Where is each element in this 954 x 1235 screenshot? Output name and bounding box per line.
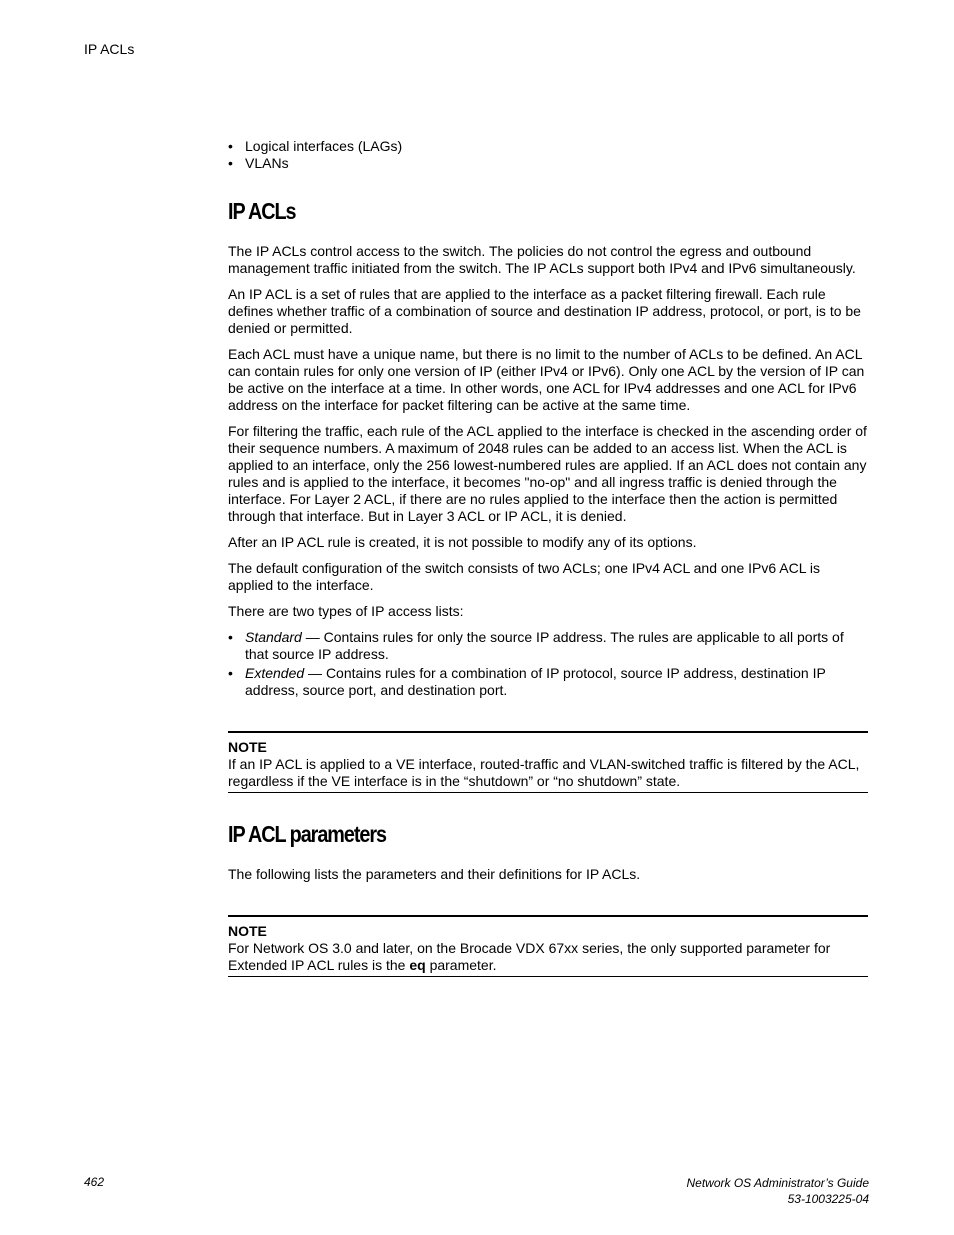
paragraph: The IP ACLs control access to the switch. The policies do not control the egress and outbound management traffic initiated from the switch. The IP ACLs support both IPv4 and IPv6 simultaneously. [228, 243, 856, 276]
paragraph: The default configuration of the switch consists of two ACLs; one IPv4 ACL and one IPv6 ACL is applied to the interface. [228, 560, 820, 593]
definition: — Contains rules for a combination of IP protocol, source IP address, destination IP address, source port, and destination port. [245, 665, 826, 698]
term: Standard [245, 629, 302, 645]
paragraph: There are two types of IP access lists: [228, 603, 464, 619]
intro-list [228, 138, 868, 172]
page-number: 462 [84, 1175, 105, 1189]
running-header: IP ACLs [84, 41, 135, 57]
section-heading-ip-acl-parameters: IP ACL parameters [228, 821, 386, 847]
list-item [228, 629, 868, 663]
definition: — Contains rules for only the source IP address. The rules are applicable to all ports of that source IP address. [245, 629, 844, 662]
note-text-part: For Network OS 3.0 and later, on the Brocade VDX 67xx series, the only supported parameter for Extended IP ACL rules is the [228, 940, 831, 973]
list-item: • Logical interfaces (LAGs) [228, 138, 868, 155]
section-heading-ip-acls: IP ACLs [228, 198, 296, 224]
acl-types-list [228, 629, 868, 699]
doc-number: 53-1003225-04 [787, 1192, 869, 1206]
note-text-part: parameter. [425, 957, 497, 973]
note-label: NOTE [228, 739, 267, 755]
paragraph: Each ACL must have a unique name, but there is no limit to the number of ACLs to be defined. An ACL can contain rules for only one version of IP (either IPv4 or IPv6). Only one ACL by the version of IP can be active on the interface at a time. In other words, one ACL for IPv4 addresses and one ACL for IPv6 address on the interface for packet filtering can be active at the same time. [228, 346, 865, 413]
doc-title: Network OS Administrator’s Guide [686, 1176, 869, 1190]
page-content [228, 138, 868, 977]
paragraph: The following lists the parameters and their definitions for IP ACLs. [228, 866, 641, 882]
footer-doc-info [686, 1175, 869, 1207]
list-item [228, 665, 868, 699]
note-label: NOTE [228, 923, 267, 939]
note-text: If an IP ACL is applied to a VE interface, routed-traffic and VLAN-switched traffic is filtered by the ACL, regardless if the VE interface is in the “shutdown” or “no shutdown” state. [228, 756, 860, 789]
list-item: • VLANs [228, 155, 868, 172]
note-box [228, 731, 868, 793]
note-text [228, 940, 868, 974]
code-term: eq [409, 957, 426, 973]
paragraph: For filtering the traffic, each rule of the ACL applied to the interface is checked in the ascending order of their sequence numbers. A maximum of 2048 rules can be added to an access list. When the ACL is applied to an interface, only the 256 lowest-numbered rules are applied. If an ACL does not contain any rules and is applied to the interface, it becomes "no-op" and all ingress traffic is denied through the interface. For Layer 2 ACL, if there are no rules applied to the interface then the action is permitted through that interface. But in Layer 3 ACL or IP ACL, it is denied. [228, 423, 867, 524]
note-box [228, 915, 868, 977]
paragraph: An IP ACL is a set of rules that are applied to the interface as a packet filtering firewall. Each rule defines whether traffic of a combination of source and destination IP address, protocol, or port, is to be denied or permitted. [228, 286, 861, 336]
term: Extended [245, 665, 305, 681]
paragraph: After an IP ACL rule is created, it is not possible to modify any of its options. [228, 534, 697, 550]
